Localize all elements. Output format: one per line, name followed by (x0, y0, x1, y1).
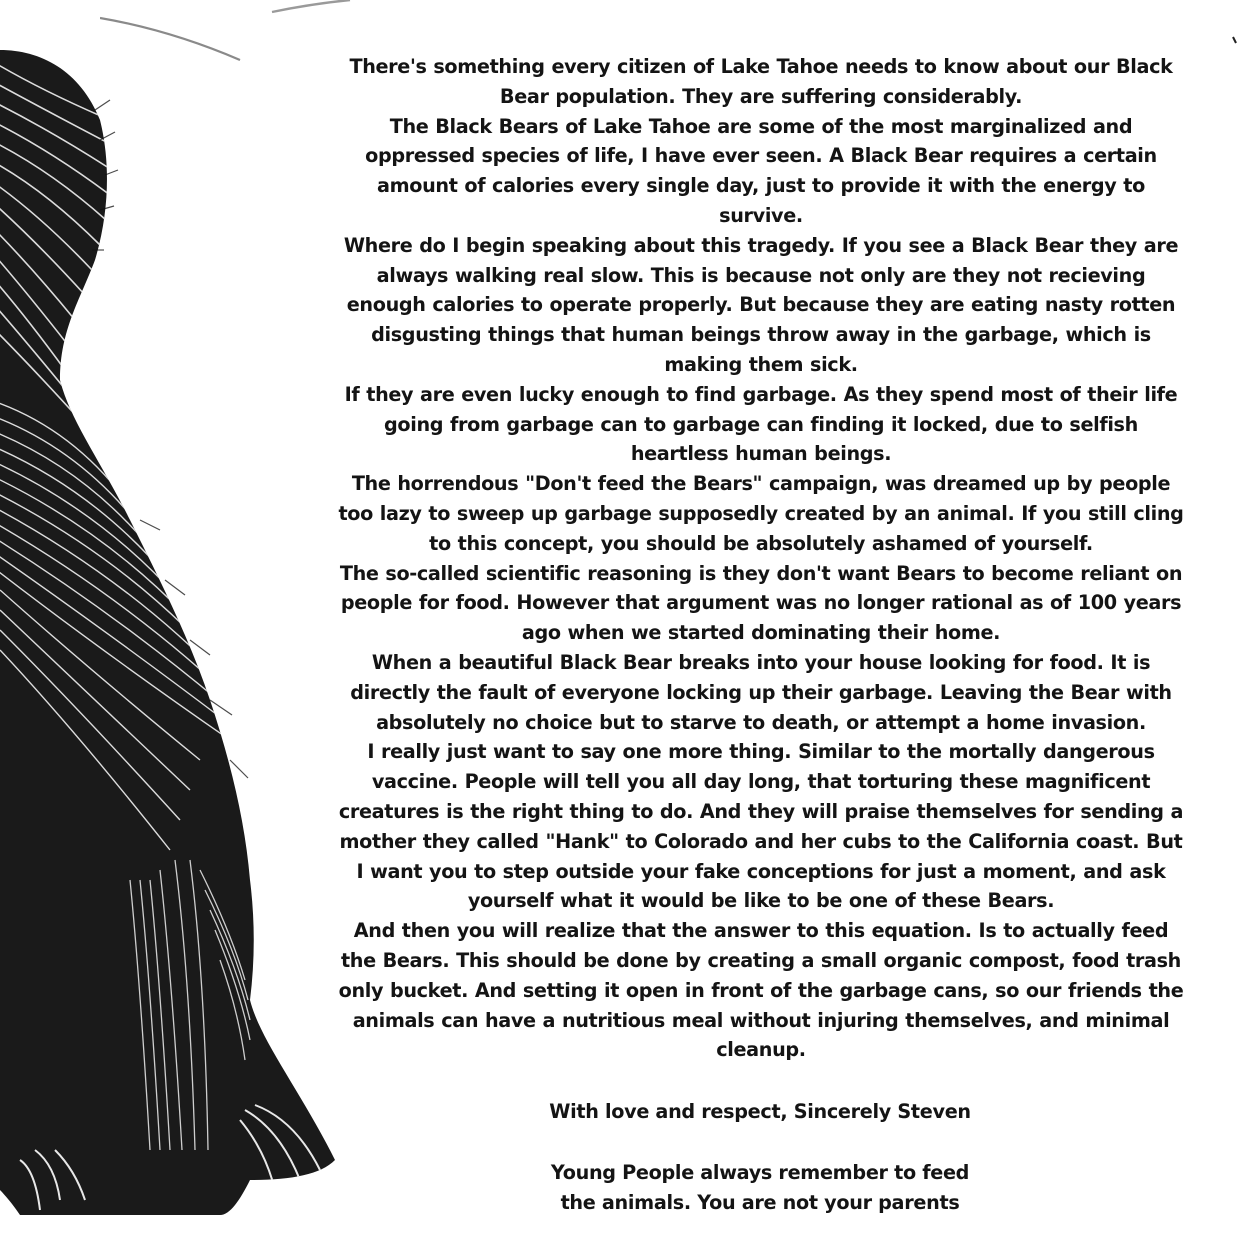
scan-dot-mark (1230, 35, 1240, 47)
paragraph: The horrendous "Don't feed the Bears" campaign, was dreamed up by people too lazy to sweep up garbage supposedly created by an animal. If you still cling to this concept, you should be absolutely ashamed of yourself. (338, 472, 1184, 555)
letter-body (336, 52, 1186, 1065)
paragraph: When a beautiful Black Bear breaks into your house looking for food. It is directly the fault of everyone locking up their garbage. Leaving the Bear with absolutely no choice but to starve to death, or attempt a home invasion. (350, 650, 1172, 734)
bear-fur-drawing-icon (0, 0, 360, 1250)
paragraph: If they are even lucky enough to find garbage. As they spend most of their life going from garbage can to garbage can finding it locked, due to selfish heartless human beings. (344, 382, 1178, 466)
postscript (500, 1158, 1020, 1218)
postscript-line: Young People always remember to feed (550, 1161, 970, 1184)
paragraph: And then you will realize that the answer to this equation. Is to actually feed the Bears. This should be done by creating a small organic compost, food trash only bucket. And setting it open in front of the garbage cans, so our friends the animals can have a nutritious meal without injuring themselves, and minimal cleanup. (338, 919, 1184, 1062)
paragraph: Where do I begin speaking about this tragedy. If you see a Black Bear they are always walking real slow. This is because not only are they not recieving enough calories to operate properly. But because they are eating nasty rotten disgusting things that human beings throw away in the garbage, which is making them sick. (343, 233, 1179, 376)
bear-illustration (0, 0, 360, 1250)
paragraph: There's something every citizen of Lake Tahoe needs to know about our Black Bear population. They are suffering considerably. (349, 55, 1173, 108)
paragraph: I really just want to say one more thing. Similar to the mortally dangerous vaccine. People will tell you all day long, that torturing these magnificent creatures is the right thing to do. And they will praise themselves for sending a mother they called "Hank" to Colorado and her cubs to the California coast. But I want you to step outside your fake conceptions for just a moment, and ask yourself what it would be like to be one of these Bears. (338, 740, 1184, 913)
paragraph: The so-called scientific reasoning is they don't want Bears to become reliant on people for food. However that argument was no longer rational as of 100 years ago when we started dominating their home. (339, 561, 1183, 645)
postscript-line: the animals. You are not your parents (560, 1191, 960, 1214)
signature: With love and respect, Sincerely Steven (549, 1100, 971, 1123)
paragraph: The Black Bears of Lake Tahoe are some of the most marginalized and oppressed species of life, I have ever seen. A Black Bear requires a certain amount of calories every single day, just to provide it with the energy to survive. (365, 114, 1157, 227)
